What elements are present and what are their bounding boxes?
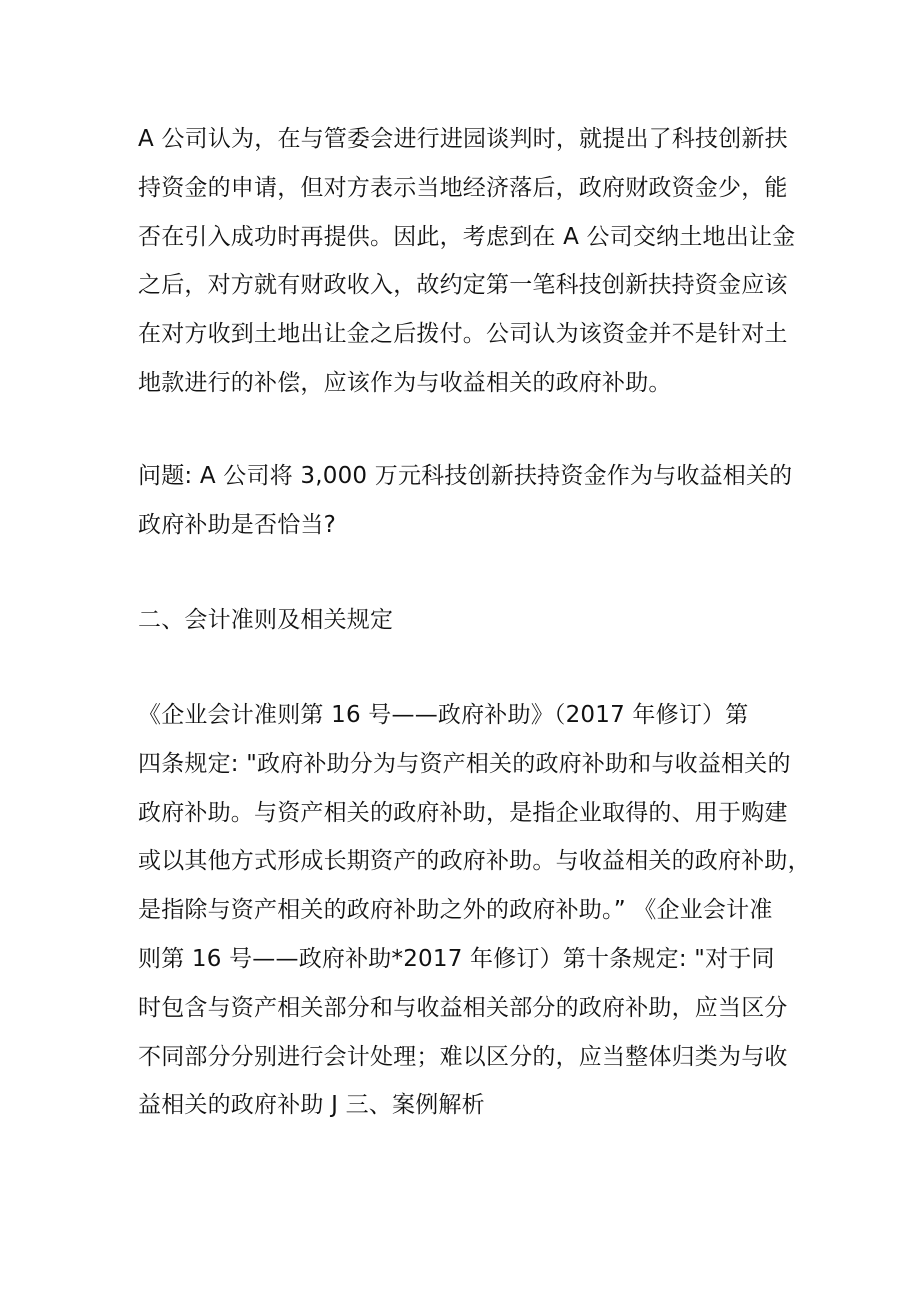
paragraph-question [138,452,793,550]
text-line: 持资金的申请，但对方表示当地经济落后，政府财政资金少，能 [138,174,788,201]
text-line: 时包含与资产相关部分和与收益相关部分的政府补助，应当区分 [138,994,788,1021]
section-heading [138,596,788,645]
text-line: 之后，对方就有财政收入，故约定第一笔科技创新扶持资金应该 [138,272,788,299]
text-line: 四条规定: "政府补助分为与资产相关的政府补助和与收益相关的 [138,750,791,777]
text-line: 否在引入成功时再提供。因此，考虑到在 A 公司交纳土地出让金 [138,223,796,250]
heading-text: 二、会计准则及相关规定 [138,607,394,633]
text-line: 政府补助。与资产相关的政府补助，是指企业取得的、用于购建 [138,799,788,826]
text-line: 益相关的政府补助 J 三、案例解析 [138,1092,485,1119]
text-line: 或以其他方式形成长期资产的政府补助。与收益相关的政府补助， [138,848,811,875]
paragraph-regulations [138,691,811,1130]
text-line: 在对方收到土地出让金之后拨付。公司认为该资金并不是针对土 [138,321,788,348]
paragraph-company-view [138,115,796,408]
text-line: 则第 16 号——政府补助*2017 年修订）第十条规定: "对于同 [138,945,775,972]
text-line: 地款进行的补偿，应该作为与收益相关的政府补助。 [138,369,672,396]
text-line: 不同部分分别进行会计处理；难以区分的，应当整体归类为与收 [138,1043,788,1070]
text-line: 政府补助是否恰当? [138,511,337,538]
text-line: A 公司认为，在与管委会进行进园谈判时，就提出了科技创新扶 [138,126,788,152]
text-line: 《企业会计准则第 16 号——政府补助》（2017 年修订）第 [138,702,749,728]
text-line: 问题: A 公司将 3,000 万元科技创新扶持资金作为与收益相关的 [138,463,793,489]
text-line: 是指除与资产相关的政府补助之外的政府补助。” 《企业会计准 [138,897,773,924]
